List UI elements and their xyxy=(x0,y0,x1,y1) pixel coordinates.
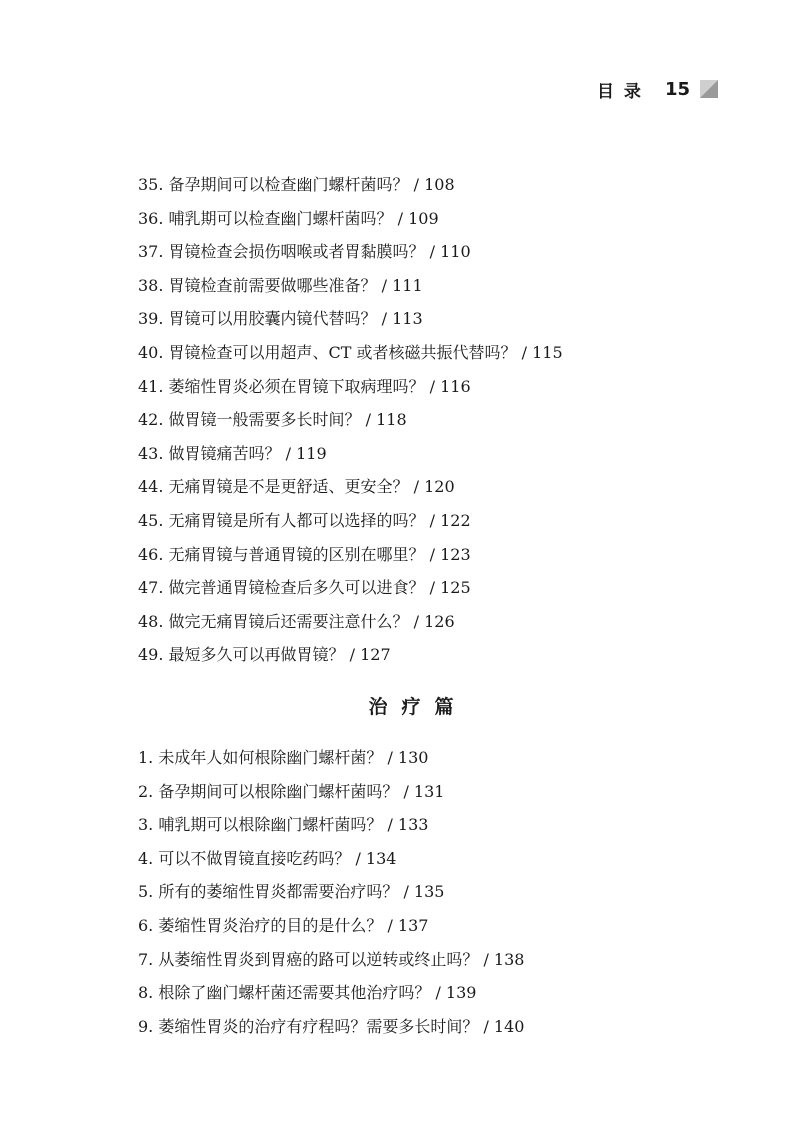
toc-entry[interactable]: 49. 最短多久可以再做胃镜？ / 127 xyxy=(138,645,391,665)
toc-entry[interactable]: 36. 哺乳期可以检查幽门螺杆菌吗？ / 109 xyxy=(138,208,439,228)
toc-entry[interactable]: 8. 根除了幽门螺杆菌还需要其他治疗吗？ / 139 xyxy=(138,983,477,1003)
toc-entry[interactable]: 39. 胃镜可以用胶囊内镜代替吗？ / 113 xyxy=(138,309,423,329)
toc-entry[interactable]: 6. 萎缩性胃炎治疗的目的是什么？ / 137 xyxy=(138,915,429,935)
toc-entry[interactable]: 4. 可以不做胃镜直接吃药吗？ / 134 xyxy=(138,848,397,868)
header-label: 目录 xyxy=(596,81,651,102)
toc-entry[interactable]: 9. 萎缩性胃炎的治疗有疗程吗？需要多长时间？ / 140 xyxy=(138,1016,525,1036)
toc-list-treatment xyxy=(138,741,524,1043)
toc-entry[interactable]: 45. 无痛胃镜是所有人都可以选择的吗？ / 122 xyxy=(138,510,471,530)
toc-entry[interactable]: 1. 未成年人如何根除幽门螺杆菌？ / 130 xyxy=(138,748,429,767)
toc-entry[interactable]: 2. 备孕期间可以根除幽门螺杆菌吗？ / 131 xyxy=(138,781,445,801)
section-title: 治疗篇 xyxy=(368,696,468,718)
toc-entry[interactable]: 48. 做完无痛胃镜后还需要注意什么？ / 126 xyxy=(138,611,455,631)
toc-entry[interactable]: 37. 胃镜检查会损伤咽喉或者胃黏膜吗？ / 110 xyxy=(138,242,471,262)
toc-entry[interactable]: 7. 从萎缩性胃炎到胃癌的路可以逆转或终止吗？ / 138 xyxy=(138,949,525,969)
toc-entry[interactable]: 35. 备孕期间可以检查幽门螺杆菌吗？ / 108 xyxy=(138,175,455,194)
toc-list-examination xyxy=(138,168,563,672)
toc-entry[interactable]: 44. 无痛胃镜是不是更舒适、更安全？ / 120 xyxy=(138,477,455,497)
toc-entry[interactable]: 5. 所有的萎缩性胃炎都需要治疗吗？ / 135 xyxy=(138,882,445,902)
toc-entry[interactable]: 46. 无痛胃镜与普通胃镜的区别在哪里？ / 123 xyxy=(138,544,471,564)
corner-mark-icon xyxy=(700,80,718,98)
toc-entry[interactable]: 42. 做胃镜一般需要多长时间？ / 118 xyxy=(138,410,407,430)
toc-entry[interactable]: 43. 做胃镜痛苦吗？ / 119 xyxy=(138,443,327,463)
toc-entry[interactable]: 41. 萎缩性胃炎必须在胃镜下取病理吗？ / 116 xyxy=(138,376,471,396)
page-number: 15 xyxy=(664,78,690,100)
toc-entry[interactable]: 3. 哺乳期可以根除幽门螺杆菌吗？ / 133 xyxy=(138,815,429,835)
toc-entry[interactable]: 47. 做完普通胃镜检查后多久可以进食？ / 125 xyxy=(138,578,471,598)
running-header xyxy=(597,76,718,102)
toc-entry[interactable]: 38. 胃镜检查前需要做哪些准备？ / 111 xyxy=(138,275,423,295)
toc-entry[interactable]: 40. 胃镜检查可以用超声、CT 或者核磁共振代替吗？ / 115 xyxy=(138,342,563,362)
